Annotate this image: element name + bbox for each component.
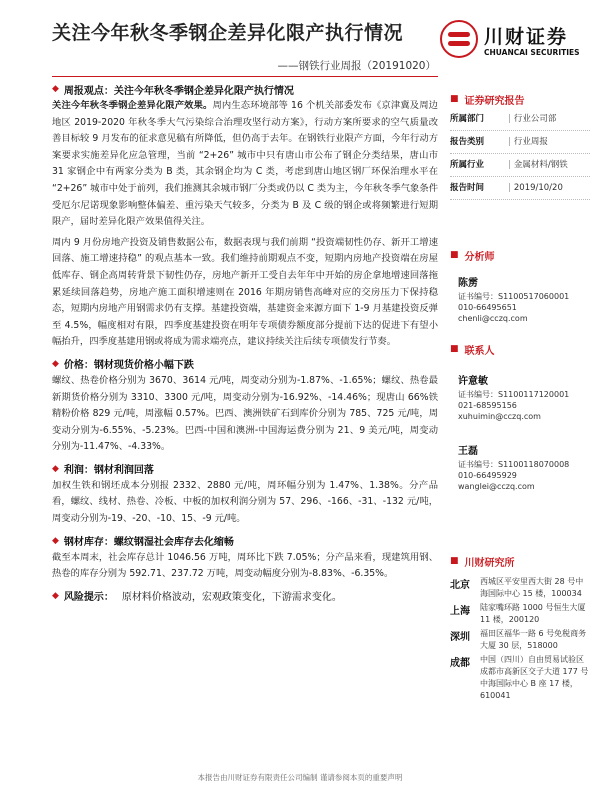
info-key: 所属部门	[450, 114, 485, 124]
contact-email[interactable]: wanglei@cczq.com	[458, 482, 535, 491]
paragraph-view-1-lead: 关注今年秋冬季钢企差异化限产效果。	[52, 100, 213, 111]
logo-en-text: CHUANCAI SECURITIES	[484, 48, 580, 57]
analyst-name: 陈雳	[458, 278, 478, 289]
sidebar	[450, 90, 590, 704]
office-city: 成都	[450, 658, 470, 669]
analyst-email[interactable]: chenli@cczq.com	[458, 314, 528, 323]
office-shenzhen	[450, 628, 590, 652]
report-subtitle: ——钢铁行业周报（20191020）	[277, 60, 436, 72]
contact-title: 联系人	[464, 345, 495, 357]
section-profit	[52, 460, 438, 478]
section-inventory	[52, 532, 438, 550]
paragraph-view-1-text: 周内生态环境部等 16 个机关部委发布《京津冀及周边地区 2019-2020 年秋冬季大气污染综合治理攻坚行动方案》，行动方案所要求的空气质量改善目标较 9 月发布的征求意见稿有所降低，但仍高于去年。在钢铁行业限产方面，今年行动方案要求实施差异化应急管理，当前 “2+26” 城市中只有唐山市公布了钢企分类结果，唐山市 31 家钢企中有两家分类为 B 类，其余钢企均为 C 类，考虑到唐山地区钢厂环保治理水平在 “2+26” 城市中处于前列，我们推测其余城市钢厂分类或仍以 C 类为主，今年秋冬季气象条件受厄尔尼诺现象影响整体偏差、重污染天气较多，分类为 B 及 C 级的钢企或将频繁进行短期限产，届时差异化限产效果值得关注。	[52, 100, 438, 228]
section-price	[52, 355, 438, 373]
logo-cn-text: 川财证券	[484, 26, 569, 48]
page-footer: 本报告由川财证券有限责任公司编制 谨请参阅本页的重要声明	[197, 773, 403, 782]
paragraph-view-1	[52, 98, 438, 231]
info-key: 报告时间	[450, 183, 485, 193]
analyst-title: 分析师	[464, 251, 495, 263]
report-info-head	[450, 90, 590, 108]
info-row-type: 报告类别 | 行业周报	[450, 131, 590, 154]
section-profit-title: 利润：钢材利润回落	[63, 465, 154, 477]
company-logo	[440, 20, 590, 70]
contact-head	[450, 340, 590, 358]
paragraph-profit: 加权生铁和钢坯成本分别报 2332、2880 元/吨，周环幅分别为 1.47%、1.38%。分产品看，螺纹、线材、热卷、冷板、中板的加权利润分别为 57、296、-166、-31、-132 元/吨，周变动分别为-19、-20、-10、15、-9 元/吨。	[52, 479, 438, 525]
section-inventory-title: 钢材库存：螺纹钢湿社会库存去化缩畅	[63, 537, 234, 549]
bullet-icon: ◆	[52, 535, 59, 546]
risk-text: 原材料价格波动，宏观政策变化，下游需求变化。	[121, 592, 342, 604]
institute-head	[450, 552, 590, 570]
office-chengdu	[450, 654, 590, 702]
paragraph-inventory: 截至本周末，社会库存总计 1046.56 万吨，周环比下跌 7.05%；分产品来看，现建筑用钢、热卷的库存分别为 592.71、237.72 万吨，周变动幅度分别为-8.83%、-6.35%。	[52, 551, 438, 580]
office-address: 福田区福华一路 6 号免税商务大厦 30 层，518000	[480, 629, 587, 650]
analyst-cert: 证书编号：S1100517060001	[458, 292, 570, 301]
office-beijing	[450, 576, 590, 600]
analyst-head	[450, 246, 590, 264]
section-risk	[52, 587, 438, 605]
office-address: 西城区平安里西大街 28 号中海国际中心 15 楼，100034	[480, 577, 584, 598]
info-key: 报告类别	[450, 137, 485, 147]
main-column	[52, 80, 438, 605]
bullet-icon: ◆	[52, 590, 59, 601]
contact-card	[458, 442, 590, 492]
info-key: 所属行业	[450, 160, 485, 170]
analyst-tel: 010-66495651	[458, 303, 517, 312]
analyst-card	[458, 274, 590, 324]
report-info-title: 证券研究报告	[464, 95, 525, 107]
contact-tel: 021-68595156	[458, 401, 517, 410]
contact-tel: 010-66495929	[458, 471, 517, 480]
office-city: 上海	[450, 606, 470, 617]
office-city: 北京	[450, 580, 470, 591]
bullet-icon: ◆	[52, 463, 59, 474]
contact-cert: 证书编号：S1100117120001	[458, 390, 570, 399]
bullet-icon: ◆	[52, 358, 59, 369]
section-price-title: 价格：钢材现货价格小幅下跌	[63, 360, 194, 372]
contact-name: 王磊	[458, 446, 478, 457]
report-title: 关注今年秋冬季钢企差异化限产执行情况	[52, 22, 404, 44]
info-value: 行业周报	[513, 137, 548, 147]
info-value: 2019/10/20	[513, 183, 563, 193]
office-city: 深圳	[450, 632, 470, 643]
header-divider	[52, 76, 438, 77]
office-shanghai	[450, 602, 590, 626]
square-bullet-icon: ■	[450, 250, 459, 260]
info-value: 行业公司部	[513, 114, 557, 124]
paragraph-view-2: 周内 9 月份房地产投资及销售数据公布，数据表现与我们前期 “投资端韧性仍存、新开工增速回落、施工增速持稳” 的观点基本一致。我们维持前期观点不变，短期内房地产投资端在房屋低库存、钢企高周转背景下韧性仍存，房地产新开工受自去年年中开始的房企拿地增速回落拖累延续回落趋势，房地产施工面积增速则在 2016 年期房销售高峰对应的交房压力下保持稳态，短期内房地产用钢需求仍有支撑。基建投资端，基建资金来源方面下 1-9 月基建投资反弹至 4.5%，幅度相对有限，四季度基建投资在明年专项债券额度部分提前下达的促进下有望小幅抬升，四季度基建用钢或将成为需求端亮点，建议持续关注后续专项债发行节奏。	[52, 236, 438, 348]
office-address: 陆家嘴环路 1000 号恒生大厦 11 楼，200120	[480, 603, 586, 624]
contact-cert: 证书编号：S1100118070008	[458, 460, 570, 469]
square-bullet-icon: ■	[450, 556, 459, 566]
logo-mark-icon	[440, 20, 478, 58]
section-risk-title: 风险提示：	[63, 592, 114, 604]
square-bullet-icon: ■	[450, 344, 459, 354]
info-value: 金属材料/钢铁	[513, 160, 568, 170]
office-address: 中国（四川）自由贸易试验区成都市高新区交子大道 177 号中海国际中心 B 座 17 楼，610041	[480, 655, 589, 700]
contact-card	[458, 372, 590, 422]
info-row-department: 所属部门 | 行业公司部	[450, 108, 590, 131]
section-view-title: 周报观点：关注今年秋冬季钢企差异化限产执行情况	[63, 85, 294, 97]
institute-title: 川财研究所	[464, 557, 515, 569]
square-bullet-icon: ■	[450, 94, 459, 104]
paragraph-price: 螺纹、热卷价格分别为 3670、3614 元/吨，周变动分别为-1.87%、-1.65%；螺纹、热卷最新期货价格分别为 3310、3300 元/吨，周变动分别为-16.92%、-14.46%；现唐山 66%铁精粉价格 829 元/吨，周涨幅 0.57%。巴西、澳洲铁矿石到库价分别为 785、725 元/吨，周变动分别为-6.55%、-5.23%。巴西-中国和澳洲-中国海运费分别为 21、9 美元/吨，周变动分别为-11.47%、-4.33%。	[52, 374, 438, 453]
info-row-industry: 所属行业 | 金属材料/钢铁	[450, 154, 590, 177]
contact-name: 许意敏	[458, 376, 488, 387]
section-view	[52, 80, 438, 98]
info-row-date: 报告时间 | 2019/10/20	[450, 177, 590, 200]
contact-email[interactable]: xuhuimin@cczq.com	[458, 412, 541, 421]
bullet-icon: ◆	[52, 84, 59, 94]
